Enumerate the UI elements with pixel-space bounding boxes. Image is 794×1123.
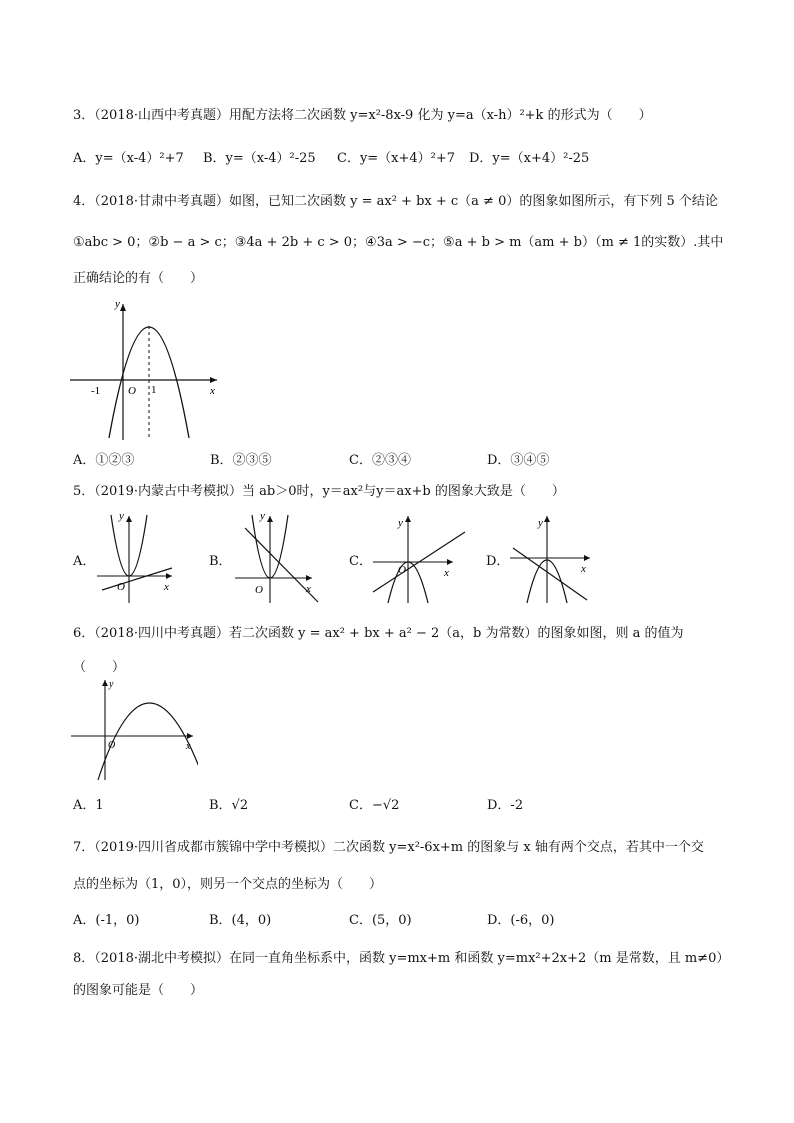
q6-option-c: C．−√2 bbox=[349, 798, 400, 813]
svg-text:y: y bbox=[398, 517, 403, 529]
svg-text:x: x bbox=[186, 741, 191, 752]
q7-option-b: B．(4，0) bbox=[209, 913, 272, 928]
q6-option-d: D．-2 bbox=[487, 798, 524, 813]
svg-text:y: y bbox=[119, 510, 124, 522]
q5d-line bbox=[513, 548, 587, 600]
q4-one-label: 1 bbox=[151, 384, 157, 396]
q4-origin-label: O bbox=[128, 385, 136, 397]
svg-text:O: O bbox=[117, 581, 125, 593]
q4-y-arrow bbox=[120, 304, 126, 311]
q5-graph-c bbox=[368, 510, 468, 605]
q3-option-d: D．y=（x+4）²-25 bbox=[469, 151, 590, 166]
q4-option-a: A．①②③ bbox=[73, 453, 135, 468]
q6-option-b: B．√2 bbox=[209, 798, 249, 813]
q4-option-b: B．②③⑤ bbox=[210, 453, 272, 468]
q4-neg1-label: -1 bbox=[91, 385, 101, 397]
svg-text:y: y bbox=[538, 517, 543, 529]
question-6-stem-line2: （ ） bbox=[73, 660, 126, 675]
q7-option-a: A．(-1，0) bbox=[73, 913, 140, 928]
q5-graph-a bbox=[92, 510, 182, 605]
question-3-stem: 3．（2018·山西中考真题）用配方法将二次函数 y=x²-8x-9 化为 y=a（x-h）²+k 的形式为（ ） bbox=[73, 108, 652, 123]
q7-option-d: D．(-6，0) bbox=[487, 913, 555, 928]
question-4-stem-line3: 正确结论的有（ ） bbox=[73, 271, 204, 286]
svg-text:y: y bbox=[260, 510, 265, 522]
question-4-stem-line1: 4．（2018·甘肃中考真题）如图，已知二次函数 y = ax² + bx + c（a ≠ 0）的图象如图所示，有下列 5 个结论 bbox=[73, 194, 718, 209]
svg-text:O: O bbox=[108, 740, 116, 751]
q6-parabola-figure bbox=[68, 676, 198, 784]
q4-x-label: x bbox=[210, 385, 215, 397]
q5-option-c-label: C． bbox=[349, 554, 372, 569]
question-7-stem-line1: 7．（2019·四川省成都市簇锦中学中考模拟）二次函数 y=x²-6x+m 的图象与 x 轴有两个交点，若其中一个交 bbox=[73, 840, 704, 855]
q5-graph-b bbox=[230, 510, 325, 605]
question-7-stem-line2: 点的坐标为（1，0），则另一个交点的坐标为（ ） bbox=[73, 877, 383, 892]
question-4-stem-line2: ①abc > 0；②b − a > c；③4a + 2b + c > 0；④3a > −c；⑤a + b > m（am + b）（m ≠ 1的实数）.其中 bbox=[73, 235, 724, 250]
q5-graph-d bbox=[505, 510, 605, 605]
q5-option-a-label: A． bbox=[73, 554, 96, 569]
q6-option-a: A．1 bbox=[73, 798, 104, 813]
q4-option-c: C．②③④ bbox=[349, 453, 411, 468]
svg-text:x: x bbox=[164, 581, 169, 593]
q4-y-label: y bbox=[115, 298, 120, 310]
q3-option-c: C．y=（x+4）²+7 bbox=[337, 151, 456, 166]
q5-option-d-label: D． bbox=[486, 554, 510, 569]
svg-text:x: x bbox=[306, 583, 311, 595]
q5a-line bbox=[102, 568, 172, 590]
svg-text:x: x bbox=[581, 563, 586, 575]
q4-option-d: D．③④⑤ bbox=[487, 453, 550, 468]
question-6-stem-line1: 6．（2018·四川中考真题）若二次函数 y = ax² + bx + a² − 2（a，b 为常数）的图象如图，则 a 的值为 bbox=[73, 626, 684, 641]
question-8-stem-line1: 8．（2018·湖北中考模拟）在同一直角坐标系中，函数 y=mx+m 和函数 y=mx²+2x+2（m 是常数，且 m≠0） bbox=[73, 951, 730, 966]
question-5-stem: 5．（2019·内蒙古中考模拟）当 ab＞0时，y＝ax²与y＝ax+b 的图象大致是（ ） bbox=[73, 484, 565, 499]
q4-parabola-figure bbox=[65, 298, 225, 443]
svg-text:O: O bbox=[398, 564, 406, 576]
question-8-stem-line2: 的图象可能是（ ） bbox=[73, 983, 204, 998]
q5-option-b-label: B． bbox=[209, 554, 232, 569]
svg-text:x: x bbox=[444, 567, 449, 579]
svg-text:O: O bbox=[255, 584, 263, 596]
q7-option-c: C．(5，0) bbox=[349, 913, 412, 928]
svg-text:y: y bbox=[109, 679, 114, 690]
q4-x-arrow bbox=[210, 377, 217, 383]
q3-option-b: B．y=（x-4）²-25 bbox=[203, 151, 316, 166]
q3-option-a: A．y=（x-4）²+7 bbox=[73, 151, 184, 166]
